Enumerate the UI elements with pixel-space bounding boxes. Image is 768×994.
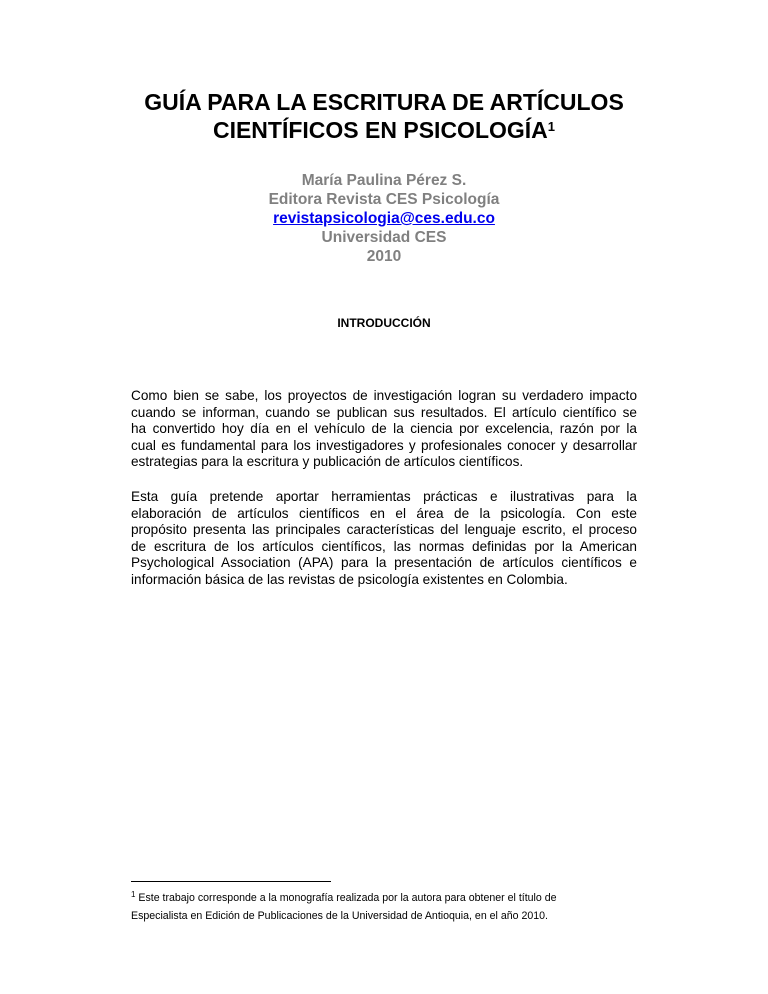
text-line: propósito presenta las principales características del lenguaje escrito, el proceso: [131, 522, 637, 537]
footnote-line-1: Este trabajo corresponde a la monografía realizada por la autora para obtener el título de: [135, 892, 557, 904]
author-institution: Universidad CES: [321, 229, 447, 246]
text-line: elaboración de artículos científicos en el área de la psicología. Con este: [131, 505, 637, 521]
footnote-line-2: Especialista en Edición de Publicaciones de la Universidad de Antioquia, en el año 2010.: [131, 910, 548, 922]
paragraph-1: [131, 388, 637, 471]
paragraph-2: [131, 489, 637, 588]
author-email-link[interactable]: revistapsicologia@ces.edu.co: [273, 210, 495, 227]
text-line: Como bien se sabe, los proyectos de investigación logran su verdadero impacto: [131, 388, 637, 403]
footnote-reference[interactable]: 1: [547, 119, 556, 134]
text-line: Psychological Association (APA) para la presentación de artículos científicos e: [131, 555, 637, 570]
author-name: María Paulina Pérez S.: [301, 172, 467, 189]
footnote-separator: [131, 881, 331, 882]
text-line: Esta guía pretende aportar herramientas prácticas e ilustrativas para la: [131, 489, 637, 504]
footnote: [131, 889, 651, 925]
author-block: [0, 171, 768, 266]
text-line: información básica de las revistas de psicología existentes en Colombia.: [131, 571, 568, 587]
text-line: estrategias para la escritura y publicación de artículos científicos.: [131, 454, 524, 469]
title-line-2: CIENTÍFICOS EN PSICOLOGÍA$^1$: [212, 117, 556, 143]
section-heading: INTRODUCCIÓN: [337, 316, 431, 330]
text-line: de escritura de los artículos científicos, las normas definidas por la American: [131, 538, 637, 554]
text-line: cual es fundamental para los investigadores y profesionales conocer y desarrollar: [131, 437, 637, 453]
footnote-marker: 1: [131, 890, 136, 899]
author-role: Editora Revista CES Psicología: [268, 191, 500, 208]
author-year: 2010: [366, 248, 402, 265]
text-line: cuando se informan, cuando se publican sus resultados. El artículo científico se: [131, 404, 637, 420]
text-line: ha convertido hoy día en el vehículo de la ciencia por excelencia, razón por la: [131, 421, 637, 436]
document-title: [0, 88, 768, 144]
title-line-1: GUÍA PARA LA ESCRITURA DE ARTÍCULOS: [144, 89, 624, 115]
